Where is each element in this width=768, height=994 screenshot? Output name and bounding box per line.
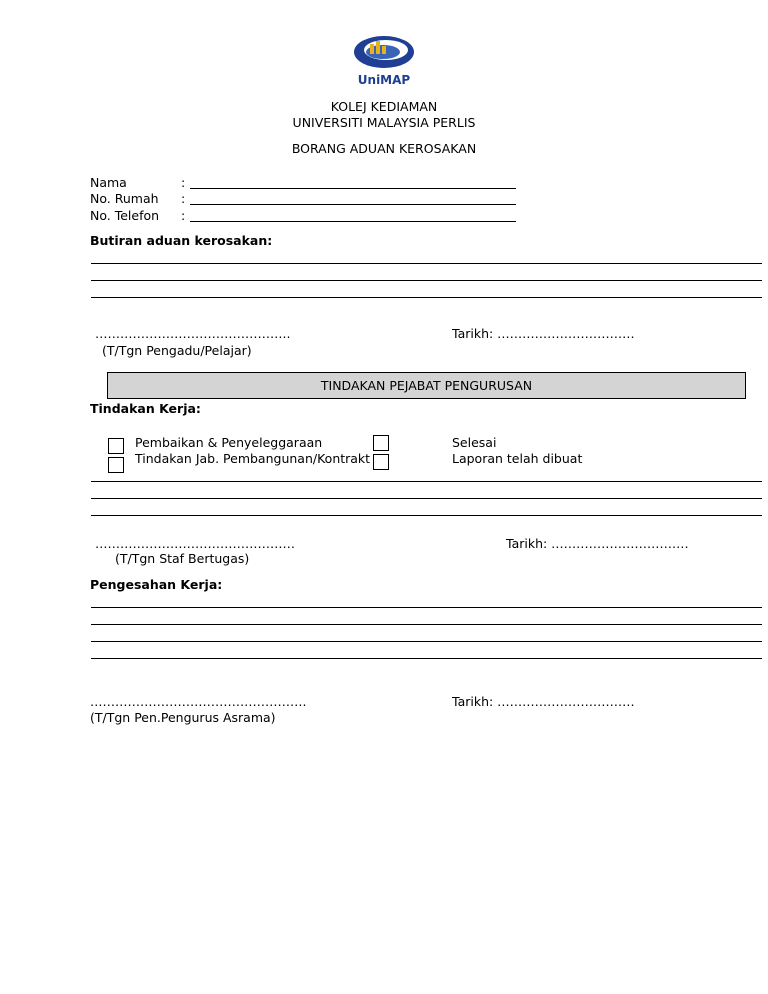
checkbox-report-made[interactable] bbox=[373, 454, 389, 470]
complaint-line[interactable] bbox=[91, 280, 762, 281]
logo-wordmark: UniMAP bbox=[357, 73, 411, 87]
action-line[interactable] bbox=[91, 481, 762, 482]
verification-line[interactable] bbox=[91, 641, 762, 642]
field-house-line[interactable] bbox=[190, 204, 516, 205]
complaint-details-heading: Butiran aduan kerosakan: bbox=[90, 233, 273, 248]
verification-line[interactable] bbox=[91, 658, 762, 659]
manager-signature-dots: ……………………………………………. bbox=[90, 694, 307, 709]
field-name-colon: : bbox=[181, 175, 186, 190]
manager-signature-caption: (T/Tgn Pen.Pengurus Asrama) bbox=[90, 710, 276, 725]
field-phone-line[interactable] bbox=[190, 221, 516, 222]
complainant-signature-dots: ……………………………………….. bbox=[95, 326, 291, 341]
field-phone-label: No. Telefon bbox=[90, 208, 160, 223]
action-line[interactable] bbox=[91, 515, 762, 516]
field-name-line[interactable] bbox=[190, 188, 516, 189]
verification-line[interactable] bbox=[91, 624, 762, 625]
form-title: BORANG ADUAN KEROSAKAN bbox=[291, 141, 477, 156]
work-action-heading: Tindakan Kerja: bbox=[90, 401, 201, 416]
work-verification-heading: Pengesahan Kerja: bbox=[90, 577, 223, 592]
complainant-date: Tarikh: …………………………… bbox=[452, 326, 635, 341]
office-action-bar: TINDAKAN PEJABAT PENGURUSAN bbox=[107, 372, 746, 399]
field-phone-colon: : bbox=[181, 208, 186, 223]
option-report-label: Laporan telah dibuat bbox=[452, 451, 583, 466]
option-repair-label: Pembaikan & Penyeleggaraan bbox=[135, 435, 323, 450]
option-completed-label: Selesai bbox=[452, 435, 497, 450]
complaint-line[interactable] bbox=[91, 263, 762, 264]
field-house-label: No. Rumah bbox=[90, 191, 159, 206]
staff-signature-caption: (T/Tgn Staf Bertugas) bbox=[115, 551, 250, 566]
complainant-signature-caption: (T/Tgn Pengadu/Pelajar) bbox=[102, 343, 252, 358]
checkbox-completed[interactable] bbox=[373, 435, 389, 451]
unimap-logo bbox=[350, 30, 418, 88]
checkbox-contractor[interactable] bbox=[108, 457, 124, 473]
verification-line[interactable] bbox=[91, 607, 762, 608]
university-name: UNIVERSITI MALAYSIA PERLIS bbox=[292, 115, 476, 130]
unimap-logo-graphic bbox=[350, 30, 418, 88]
manager-date: Tarikh: …………………………… bbox=[452, 694, 635, 709]
field-name-label: Nama bbox=[90, 175, 127, 190]
college-name: KOLEJ KEDIAMAN bbox=[330, 99, 438, 114]
checkbox-repair[interactable] bbox=[108, 438, 124, 454]
complaint-line[interactable] bbox=[91, 297, 762, 298]
action-line[interactable] bbox=[91, 498, 762, 499]
staff-date: Tarikh: …………………………… bbox=[506, 536, 689, 551]
option-contractor-label: Tindakan Jab. Pembangunan/Kontrakt bbox=[135, 451, 371, 466]
staff-signature-dots: ………………………………………… bbox=[95, 536, 295, 551]
field-house-colon: : bbox=[181, 191, 186, 206]
